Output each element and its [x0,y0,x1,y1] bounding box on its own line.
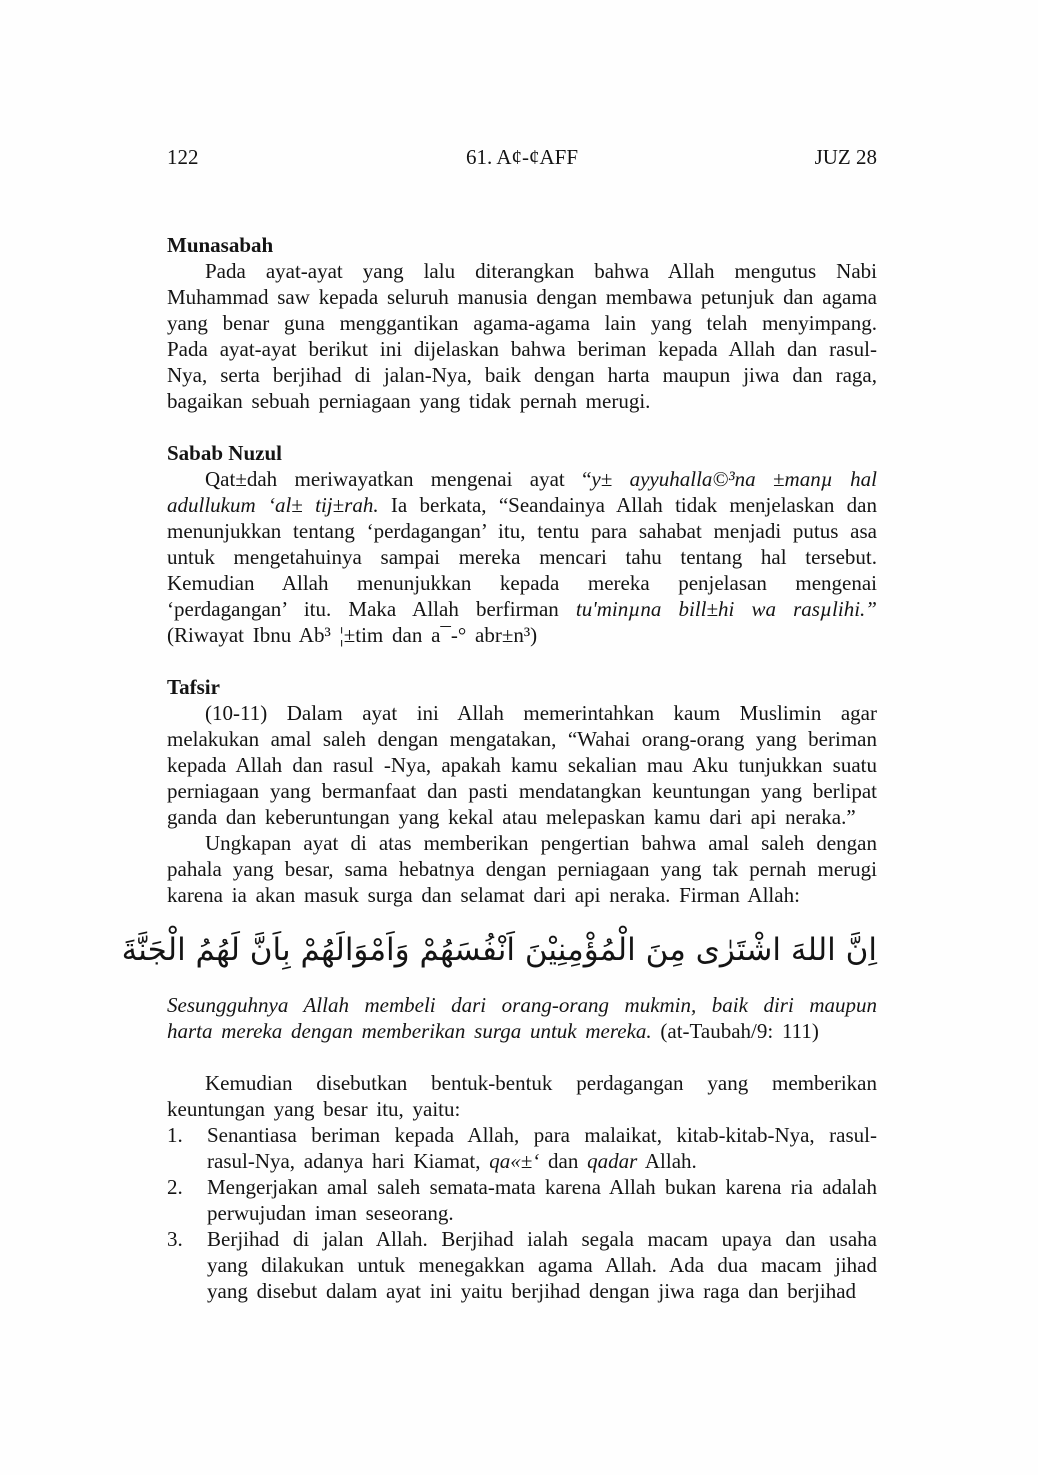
transliteration-text: tu'minµna bill±hi wa rasµlihi.” [575,597,877,621]
list-number: 2. [167,1175,183,1199]
content [121,232,877,1304]
tafsir-paragraph-3 [167,1070,877,1122]
transliteration-text: y± ayyuhalla©³na ±manµ hal adullukum ‘al± tij±rah. [167,467,877,517]
list-item-3 [167,1226,877,1304]
body-text: Pada ayat-ayat yang lalu diterangkan bahwa Allah mengutus Nabi Muhammad saw kepada seluruh manusia dengan membawa petunjuk dan agama yang benar guna menggantikan agama-agama lain yang telah menyimpang. Pada ayat-ayat berikut ini dijelaskan bahwa beriman kepada Allah dan rasul-Nya, serta berjihad di jalan-Nya, baik dengan harta maupun jiwa dan raga, bagaikan sebuah perniagaan yang tidak pernah merugi. [167,259,877,413]
section-heading-tafsir: Tafsir [167,675,220,699]
transliteration-text: qadar [587,1149,638,1173]
list-item-2 [167,1174,877,1226]
transliteration-text: qa«±‘ [489,1149,540,1173]
munasabah-paragraph [167,258,877,414]
page-header [167,144,877,170]
body-text: Ia berkata, “Seandainya Allah tidak menjelaskan dan menunjukkan tentang ‘perdagangan’ itu, tentu para sahabat menjadi putus asa untuk mengetahuinya sampai mereka mencari tahu tentang hal tersebut. Kemudian Allah menunjukkan kepada mereka penjelasan mengenai ‘perdagangan’ itu. Maka Allah berfirman [167,493,877,621]
body-text: Kemudian disebutkan bentuk-bentuk perdagangan yang memberikan keuntungan yang besar itu, yaitu: [167,1071,877,1121]
list-number: 3. [167,1227,183,1251]
section-heading-sabab-nuzul: Sabab Nuzul [167,441,282,465]
body-text: Qat±dah meriwayatkan mengenai ayat “ [205,467,592,491]
list-number: 1. [167,1123,183,1147]
surah-title: 61. A¢-¢AFF [465,145,579,169]
quran-verse-arabic: اِنَّ اللهَ اشْتَرٰى مِنَ الْمُؤْمِنِيْنَ اَنْفُسَهُمْ وَاَمْوَالَهُمْ بِاَنَّ لَهُمُ الْجَنَّةَ [121,932,877,968]
body-text: Ungkapan ayat di atas memberikan pengertian bahwa amal saleh dengan pahala yang besar, sama hebatnya dengan perniagaan yang tak pernah merugi karena ia akan masuk surga dan selamat dari api neraka. Firman Allah: [167,831,877,907]
body-text: Berjihad di jalan Allah. Berjihad ialah segala macam upaya dan usaha yang dilakukan untuk menegakkan agama Allah. Ada dua macam jihad yang disebut dalam ayat ini yaitu berjihad dengan jiwa raga dan berjihad [207,1227,877,1303]
transliteration-text: Sesungguhnya Allah membeli dari orang-orang mukmin, baik diri maupun harta mereka dengan memberikan surga untuk mereka. [167,993,877,1043]
body-text: Mengerjakan amal saleh semata-mata karena Allah bukan karena ria adalah perwujudan iman seseorang. [207,1175,877,1225]
tafsir-paragraph-2 [167,830,877,908]
body-text: Senantiasa beriman kepada Allah, para malaikat, kitab-kitab-Nya, rasul-rasul-Nya, adanya hari Kiamat, [207,1123,877,1173]
sabab-nuzul-paragraph [167,466,877,648]
section-heading-munasabah: Munasabah [167,233,274,257]
body-text: Allah. [637,1149,697,1173]
list-item-1 [167,1122,877,1174]
body-text: dan [539,1149,588,1173]
body-text: (at-Taubah/9: 111) [651,1019,819,1043]
tafsir-paragraph-1 [167,700,877,830]
body-text: (Riwayat Ibnu Ab³ ¦±tim dan a¯-° abr±n³) [167,623,538,647]
body-text: (10-11) Dalam ayat ini Allah memerintahkan kaum Muslimin agar melakukan amal saleh dengan mengatakan, “Wahai orang-orang yang beriman kepada Allah dan rasul -Nya, apakah kamu sekalian mau Aku tunjukkan suatu perniagaan yang bermanfaat dan pasti mendatangkan keuntungan yang berlipat ganda dan keberuntungan yang kekal atau melepaskan kamu dari api neraka.” [167,701,877,829]
page-number: 122 [167,145,199,169]
juz-label: JUZ 28 [814,145,877,169]
verse-translation [167,992,877,1044]
